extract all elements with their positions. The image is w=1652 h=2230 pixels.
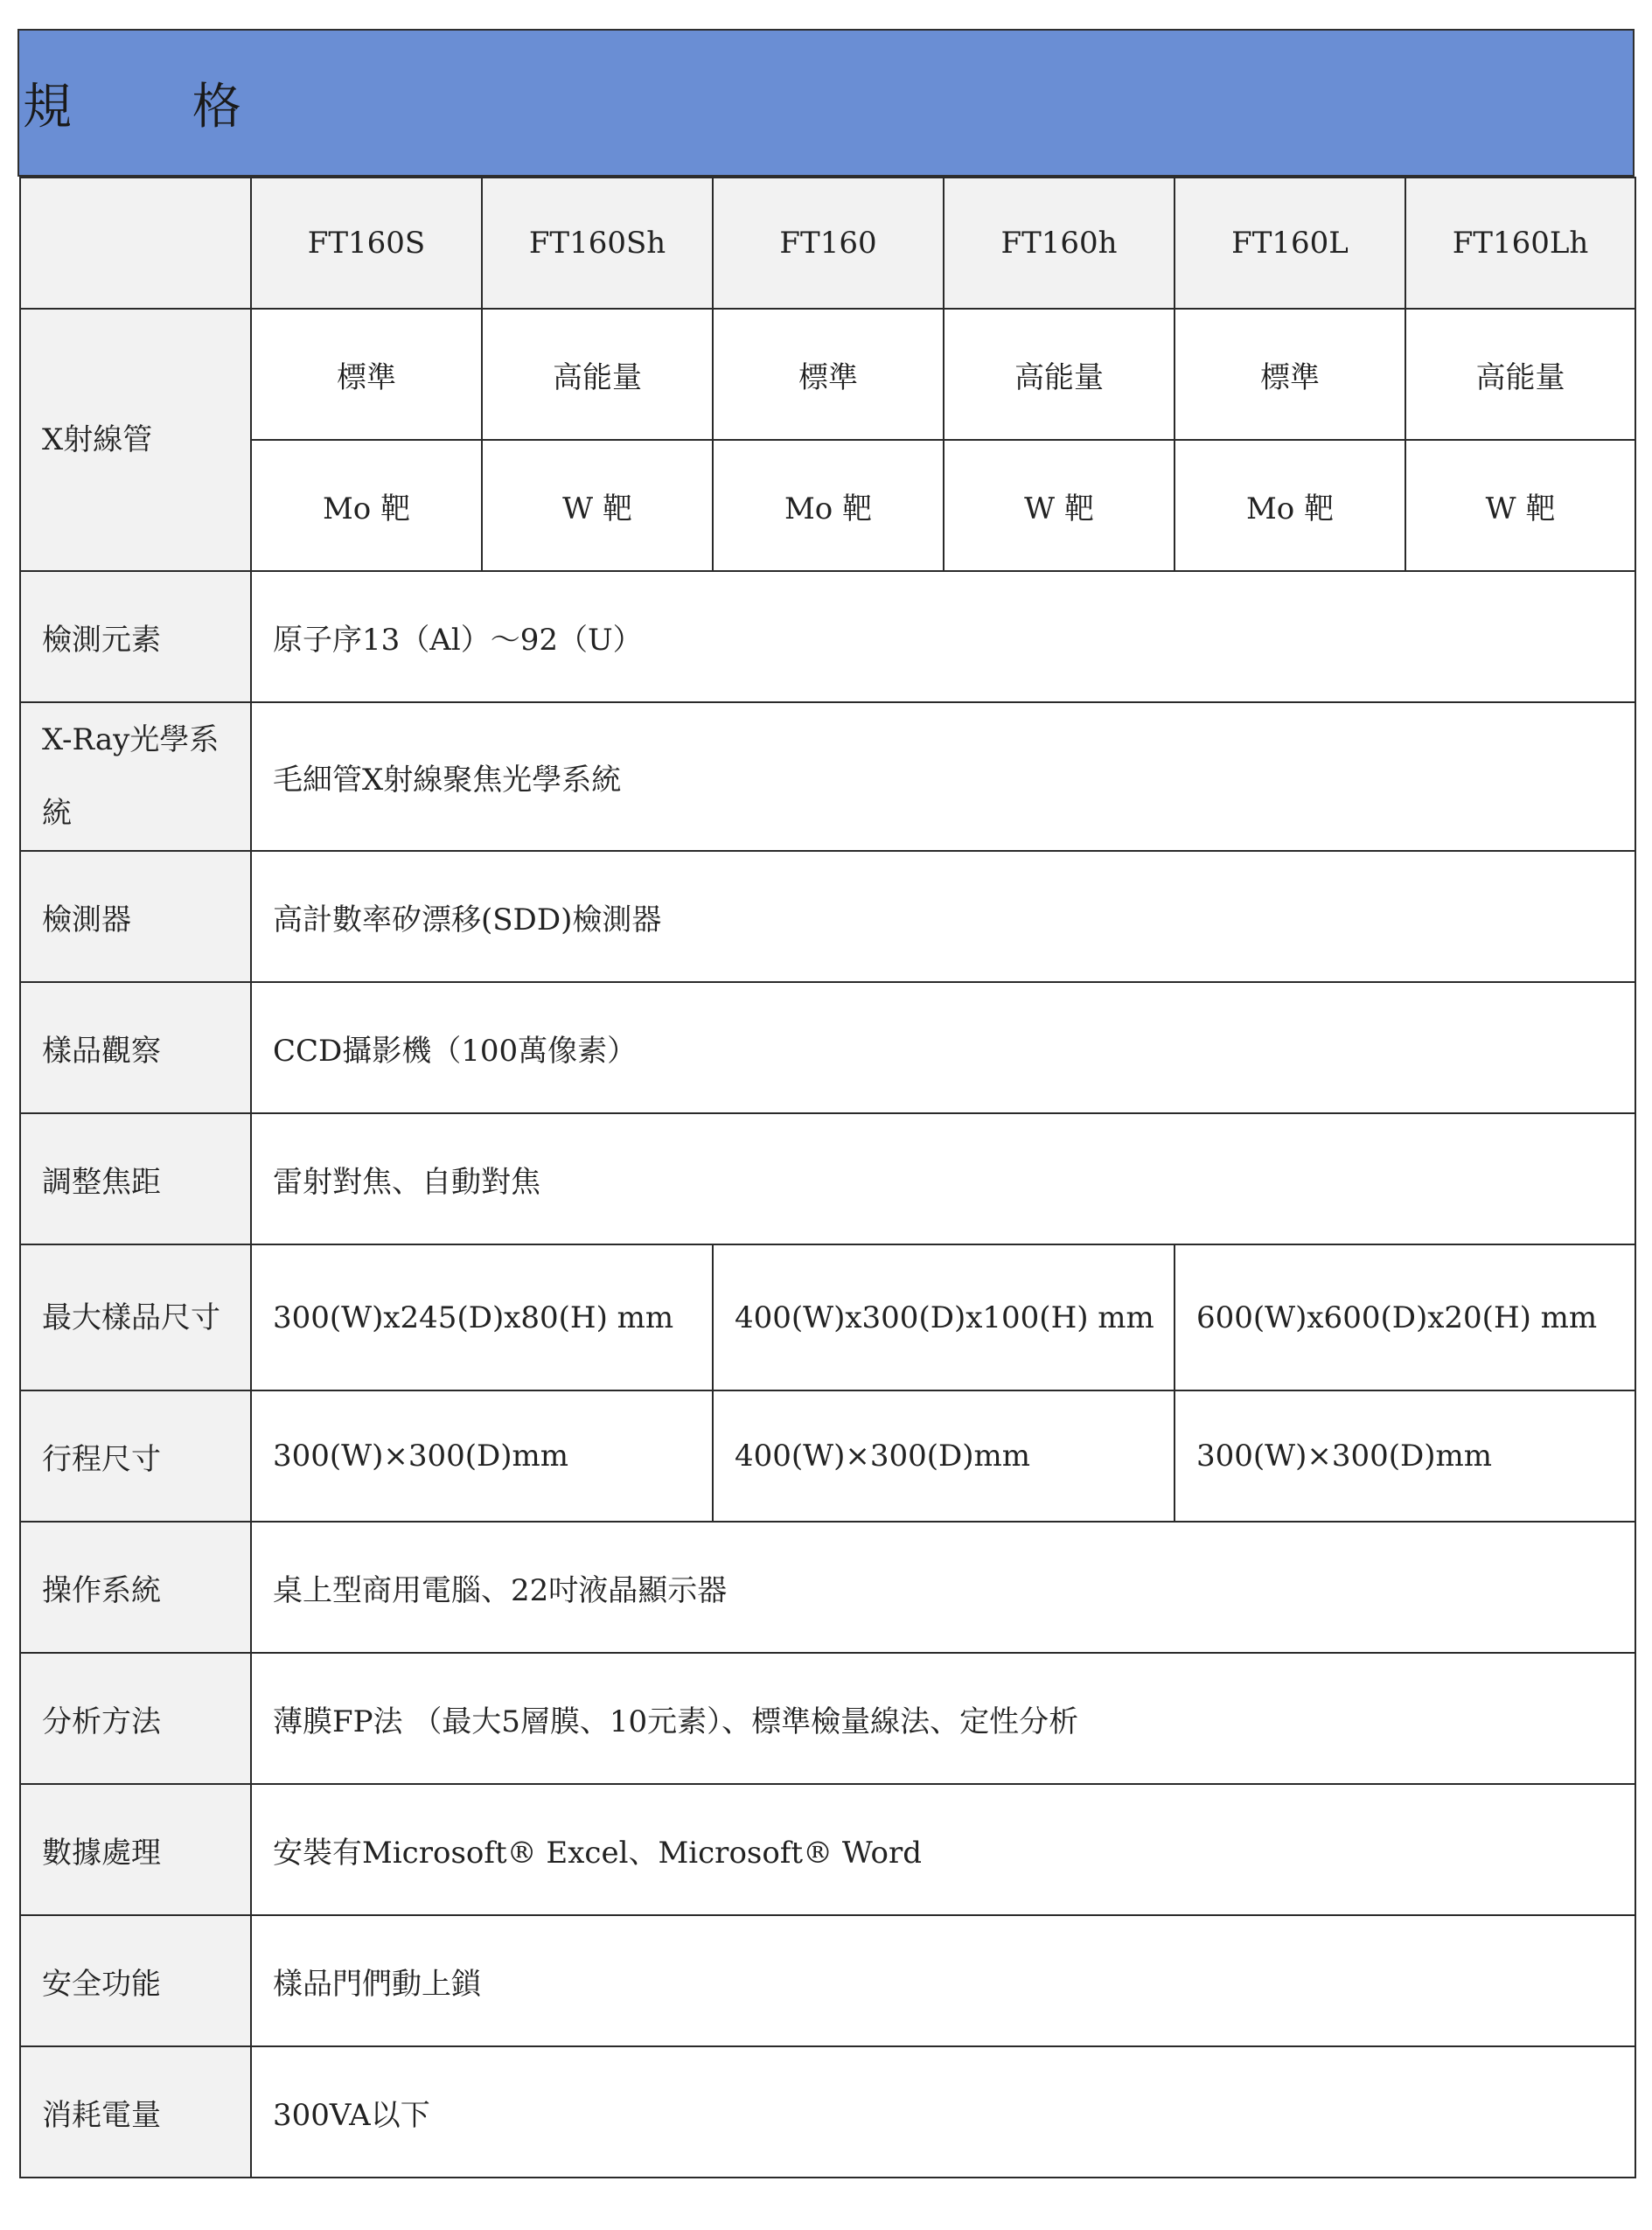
xray-target-cell: W 靶	[482, 440, 713, 571]
data-processing-row	[20, 1784, 1635, 1915]
xray-power-cell: 高能量	[944, 309, 1175, 440]
xray-target-row	[20, 440, 1635, 571]
data-processing-value: 安裝有Microsoft® Excel、Microsoft® Word	[251, 1784, 1635, 1915]
xray-tube-label: X射線管	[20, 309, 251, 571]
observation-label: 樣品觀察	[20, 982, 251, 1113]
model-header-row	[20, 178, 1635, 309]
analysis-value: 薄膜FP法 （最大5層膜、10元素）、標準檢量線法、定性分析	[251, 1653, 1635, 1784]
optics-value: 毛細管X射線聚焦光學系統	[251, 702, 1635, 851]
xray-target-cell: Mo 靶	[1175, 440, 1405, 571]
model-ft160l: FT160L	[1175, 178, 1405, 309]
focus-row	[20, 1113, 1635, 1244]
safety-value: 樣品門們動上鎖	[251, 1915, 1635, 2046]
sample-size-value: 300(W)x245(D)x80(H) mm	[251, 1244, 713, 1390]
sample-size-value: 600(W)x600(D)x20(H) mm	[1175, 1244, 1635, 1390]
header-corner-cell	[20, 178, 251, 309]
sample-size-value: 400(W)x300(D)x100(H) mm	[713, 1244, 1175, 1390]
xray-target-cell: Mo 靶	[251, 440, 482, 571]
observation-value: CCD攝影機（100萬像素）	[251, 982, 1635, 1113]
safety-label: 安全功能	[20, 1915, 251, 2046]
xray-power-cell: 標準	[251, 309, 482, 440]
os-value: 桌上型商用電腦、22吋液晶顯示器	[251, 1522, 1635, 1653]
xray-power-cell: 標準	[1175, 309, 1405, 440]
detector-label: 檢測器	[20, 851, 251, 982]
xray-target-cell: W 靶	[1405, 440, 1635, 571]
optics-label: X-Ray光學系統	[20, 702, 251, 851]
elements-value: 原子序13（Al）～92（U）	[251, 571, 1635, 702]
model-ft160h: FT160h	[944, 178, 1175, 309]
xray-power-cell: 高能量	[482, 309, 713, 440]
model-ft160s: FT160S	[251, 178, 482, 309]
elements-label: 檢測元素	[20, 571, 251, 702]
xray-power-row	[20, 309, 1635, 440]
focus-label: 調整焦距	[20, 1113, 251, 1244]
sample-size-label: 最大樣品尺寸	[20, 1244, 251, 1390]
travel-value: 300(W)×300(D)mm	[1175, 1390, 1635, 1522]
spec-header-banner	[17, 29, 1635, 177]
xray-target-cell: Mo 靶	[713, 440, 944, 571]
model-ft160lh: FT160Lh	[1405, 178, 1635, 309]
power-consumption-value: 300VA以下	[251, 2046, 1635, 2178]
power-consumption-label: 消耗電量	[20, 2046, 251, 2178]
page-title: 規 格	[23, 78, 294, 136]
observation-row	[20, 982, 1635, 1113]
xray-power-cell: 標準	[713, 309, 944, 440]
power-consumption-row	[20, 2046, 1635, 2178]
analysis-label: 分析方法	[20, 1653, 251, 1784]
xray-power-cell: 高能量	[1405, 309, 1635, 440]
xray-target-cell: W 靶	[944, 440, 1175, 571]
safety-row	[20, 1915, 1635, 2046]
model-ft160: FT160	[713, 178, 944, 309]
elements-row	[20, 571, 1635, 702]
sample-size-row	[20, 1244, 1635, 1390]
focus-value: 雷射對焦、自動對焦	[251, 1113, 1635, 1244]
data-processing-label: 數據處理	[20, 1784, 251, 1915]
analysis-row	[20, 1653, 1635, 1784]
travel-value: 300(W)×300(D)mm	[251, 1390, 713, 1522]
os-label: 操作系統	[20, 1522, 251, 1653]
model-ft160sh: FT160Sh	[482, 178, 713, 309]
optics-row	[20, 702, 1635, 851]
detector-row	[20, 851, 1635, 982]
travel-row	[20, 1390, 1635, 1522]
os-row	[20, 1522, 1635, 1653]
detector-value: 高計數率矽漂移(SDD)檢測器	[251, 851, 1635, 982]
travel-value: 400(W)×300(D)mm	[713, 1390, 1175, 1522]
travel-label: 行程尺寸	[20, 1390, 251, 1522]
spec-table	[19, 177, 1636, 2178]
